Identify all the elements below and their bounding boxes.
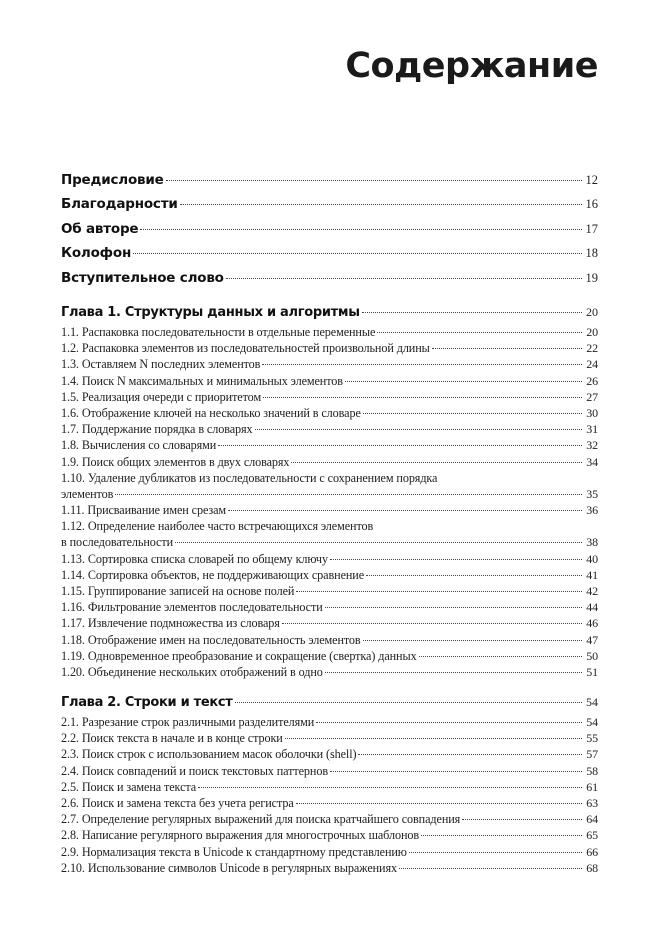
toc-section-entry[interactable] bbox=[61, 861, 598, 877]
dot-leader bbox=[228, 510, 582, 511]
dot-leader bbox=[296, 803, 582, 804]
dot-leader bbox=[255, 429, 583, 430]
toc-section-entry[interactable] bbox=[61, 812, 598, 828]
toc-entry-title: 1.16. Фильтрование элементов последовательности bbox=[61, 600, 323, 615]
toc-entry-title: Колофон bbox=[61, 245, 132, 262]
chapter-1-block bbox=[61, 305, 598, 681]
toc-section-entry[interactable] bbox=[61, 422, 598, 438]
toc-page-number: 40 bbox=[586, 551, 598, 566]
toc-page-number: 50 bbox=[586, 648, 598, 663]
toc-entry-title: 1.19. Одновременное преобразование и сокращение (свертка) данных bbox=[61, 648, 417, 663]
toc-entry-title: 1.13. Сортировка списка словарей по общему ключу bbox=[61, 551, 328, 566]
toc-section-entry[interactable] bbox=[61, 649, 598, 665]
toc-entry-title: 2.5. Поиск и замена текста bbox=[61, 779, 197, 794]
dot-leader bbox=[140, 229, 582, 230]
dot-leader bbox=[262, 364, 582, 365]
dot-leader bbox=[218, 445, 582, 446]
toc-section-entry[interactable] bbox=[61, 845, 598, 861]
toc-entry-title: 2.3. Поиск строк с использованием масок оболочки (shell) bbox=[61, 747, 357, 762]
dot-leader bbox=[296, 591, 582, 592]
toc-section-entry[interactable] bbox=[61, 438, 598, 454]
toc-section-entry[interactable] bbox=[61, 487, 598, 503]
toc-entry-title: 1.18. Отображение имен на последовательность элементов bbox=[61, 632, 361, 647]
front-matter-entry[interactable] bbox=[61, 221, 598, 245]
dot-leader bbox=[330, 771, 582, 772]
toc-page-number: 54 bbox=[586, 715, 598, 729]
toc-page-number: 55 bbox=[586, 731, 598, 746]
toc-section-entry[interactable] bbox=[61, 764, 598, 780]
chapter-heading[interactable] bbox=[61, 695, 598, 715]
dot-leader bbox=[358, 754, 582, 755]
toc-entry-title: 1.2. Распаковка элементов из последовательностей произвольной длины bbox=[61, 341, 430, 356]
toc-section-entry[interactable] bbox=[61, 503, 598, 519]
toc-section-entry[interactable] bbox=[61, 568, 598, 584]
toc-section-title-line[interactable]: 1.10. Удаление дубликатов из последовательности с сохранением порядка bbox=[61, 470, 438, 485]
toc-section-entry[interactable] bbox=[61, 633, 598, 649]
dot-leader bbox=[175, 542, 582, 543]
toc-section-entry[interactable] bbox=[61, 747, 598, 763]
toc-page-number: 20 bbox=[586, 325, 598, 339]
toc-page-number: 44 bbox=[586, 600, 598, 615]
front-matter-entry[interactable] bbox=[61, 270, 598, 294]
toc-entry-title: 1.3. Оставляем N последних элементов bbox=[61, 357, 261, 372]
front-matter-entry[interactable] bbox=[61, 196, 598, 220]
dot-leader bbox=[377, 332, 582, 333]
dot-leader bbox=[226, 278, 582, 279]
toc-entry-title: 2.8. Написание регулярного выражения для многострочных шаблонов bbox=[61, 828, 420, 843]
toc-entry-title: 2.1. Разрезание строк различными разделителями bbox=[61, 715, 315, 729]
toc-page-number: 22 bbox=[586, 341, 598, 356]
dot-leader bbox=[180, 204, 582, 205]
toc-entry-title: Предисловие bbox=[61, 172, 164, 188]
dot-leader bbox=[432, 348, 582, 349]
toc-page-number: 20 bbox=[586, 305, 598, 319]
dot-leader bbox=[316, 722, 582, 723]
toc-page-number: 64 bbox=[586, 812, 598, 827]
dot-leader bbox=[409, 852, 582, 853]
toc-entry-title: Глава 1. Структуры данных и алгоритмы bbox=[61, 305, 360, 320]
toc-page-number: 41 bbox=[586, 567, 598, 582]
toc-entry-title: 2.7. Определение регулярных выражений для поиска кратчайшего совпадения bbox=[61, 812, 461, 827]
toc-section-entry[interactable] bbox=[61, 665, 598, 681]
toc-page-number: 63 bbox=[586, 795, 598, 810]
toc-section-entry[interactable] bbox=[61, 731, 598, 747]
toc-page-number: 68 bbox=[586, 860, 598, 875]
toc-entry-title: 1.4. Поиск N максимальных и минимальных элементов bbox=[61, 373, 343, 388]
toc-entry-title: Об авторе bbox=[61, 220, 139, 237]
toc-entry-title: в последовательности bbox=[61, 535, 173, 550]
front-matter-list bbox=[61, 172, 598, 294]
dot-leader bbox=[362, 312, 582, 313]
front-matter-entry[interactable] bbox=[61, 245, 598, 269]
toc-entry-title: 1.11. Присваивание имен срезам bbox=[61, 503, 227, 518]
toc-section-entry[interactable] bbox=[61, 374, 598, 390]
toc-page-number: 18 bbox=[585, 246, 598, 261]
toc-entry-title: 1.20. Объединение нескольких отображений в одно bbox=[61, 664, 323, 679]
toc-page-number: 65 bbox=[586, 828, 598, 843]
toc-entry-title: Глава 2. Строки и текст bbox=[61, 695, 233, 710]
dot-leader bbox=[198, 787, 582, 788]
dot-leader bbox=[285, 738, 582, 739]
chapter-heading[interactable] bbox=[61, 305, 598, 325]
chapter-2-block bbox=[61, 695, 598, 877]
toc-section-entry[interactable] bbox=[61, 828, 598, 844]
toc-section-entry[interactable] bbox=[61, 600, 598, 616]
dot-leader bbox=[235, 702, 582, 703]
dot-leader bbox=[363, 640, 582, 641]
toc-page-number: 35 bbox=[586, 486, 598, 501]
dot-leader bbox=[115, 494, 582, 495]
toc-page-number: 16 bbox=[585, 197, 598, 212]
dot-leader bbox=[363, 413, 582, 414]
toc-entry-title: 1.14. Сортировка объектов, не поддерживающих сравнение bbox=[61, 567, 365, 582]
toc-page-number: 42 bbox=[586, 584, 598, 598]
toc-section-entry[interactable] bbox=[61, 715, 598, 731]
toc-section-entry[interactable] bbox=[61, 390, 598, 406]
toc-entry-title: 2.4. Поиск совпадений и поиск текстовых паттернов bbox=[61, 763, 328, 778]
toc-section-entry[interactable] bbox=[61, 584, 598, 600]
dot-leader bbox=[291, 462, 582, 463]
toc-entry-title: 1.1. Распаковка последовательности в отдельные переменные bbox=[61, 325, 376, 339]
front-matter-entry[interactable] bbox=[61, 172, 598, 196]
toc-section-entry[interactable] bbox=[61, 796, 598, 812]
toc-page-number: 57 bbox=[586, 747, 598, 762]
toc-page-number: 66 bbox=[586, 844, 598, 859]
toc-page-number: 47 bbox=[586, 632, 598, 647]
toc-page-number: 30 bbox=[586, 405, 598, 420]
toc-entry-title: 2.9. Нормализация текста в Unicode к стандартному представлению bbox=[61, 844, 407, 859]
toc-page-number: 17 bbox=[585, 221, 598, 236]
toc-entry-title: 1.9. Поиск общих элементов в двух словарях bbox=[61, 454, 290, 469]
toc-page-number: 31 bbox=[586, 422, 598, 437]
toc-entry-title: Вступительное слово bbox=[61, 269, 224, 286]
toc-section-entry[interactable] bbox=[61, 535, 598, 551]
toc-page-number: 38 bbox=[586, 535, 598, 550]
toc-section-entry[interactable] bbox=[61, 616, 598, 632]
dot-leader bbox=[345, 381, 582, 382]
toc-page-number: 32 bbox=[586, 438, 598, 453]
toc-entry-title: Благодарности bbox=[61, 196, 178, 213]
toc-entry-title: 1.15. Группирование записей на основе полей bbox=[61, 584, 295, 598]
dot-leader bbox=[421, 835, 582, 836]
toc-section-entry[interactable] bbox=[61, 357, 598, 373]
dot-leader bbox=[325, 672, 582, 673]
toc-entry-title: 2.2. Поиск текста в начале и в конце строки bbox=[61, 731, 283, 746]
toc-page-number: 58 bbox=[586, 763, 598, 778]
toc-page-number: 34 bbox=[586, 454, 598, 469]
toc-section-entry[interactable] bbox=[61, 455, 598, 471]
dot-leader bbox=[325, 607, 582, 608]
toc-entry-title: 2.6. Поиск и замена текста без учета регистра bbox=[61, 795, 294, 810]
dot-leader bbox=[263, 397, 582, 398]
toc-page-number: 54 bbox=[586, 695, 598, 709]
dot-leader bbox=[366, 575, 582, 576]
toc-page-number: 27 bbox=[586, 389, 598, 404]
dot-leader bbox=[399, 868, 582, 869]
dot-leader bbox=[166, 180, 582, 181]
toc-page-number: 24 bbox=[586, 357, 598, 372]
toc-page-number: 46 bbox=[586, 616, 598, 631]
page-title: Содержание bbox=[345, 46, 598, 86]
toc-entry-title: 1.5. Реализация очереди с приоритетом bbox=[61, 389, 262, 404]
toc-page-number: 19 bbox=[585, 270, 598, 285]
toc-section-entry[interactable] bbox=[61, 780, 598, 796]
toc-entry-title: 1.8. Вычисления со словарями bbox=[61, 438, 217, 453]
toc-page-number: 36 bbox=[586, 503, 598, 518]
toc-section-entry[interactable] bbox=[61, 341, 598, 357]
toc-page-number: 12 bbox=[585, 173, 598, 187]
toc-entry-title: 1.7. Поддержание порядка в словарях bbox=[61, 422, 253, 437]
toc-section-entry[interactable] bbox=[61, 406, 598, 422]
toc-section-entry[interactable] bbox=[61, 552, 598, 568]
toc-entry-title: 1.6. Отображение ключей на несколько значений в словаре bbox=[61, 405, 361, 420]
dot-leader bbox=[419, 656, 582, 657]
toc-entry-title: 2.10. Использование символов Unicode в регулярных выражениях bbox=[61, 860, 397, 875]
toc-page-number: 61 bbox=[586, 779, 598, 794]
dot-leader bbox=[330, 559, 582, 560]
toc-entry-title: элементов bbox=[61, 486, 114, 501]
toc-section-entry[interactable] bbox=[61, 325, 598, 341]
toc-entry-title: 1.17. Извлечение подмножества из словаря bbox=[61, 616, 280, 631]
toc-page-number: 51 bbox=[586, 664, 598, 679]
dot-leader bbox=[462, 819, 582, 820]
toc-section-title-line[interactable]: 1.12. Определение наиболее часто встречающихся элементов bbox=[61, 519, 374, 534]
dot-leader bbox=[133, 253, 582, 254]
toc-page-number: 26 bbox=[586, 373, 598, 388]
dot-leader bbox=[282, 623, 582, 624]
